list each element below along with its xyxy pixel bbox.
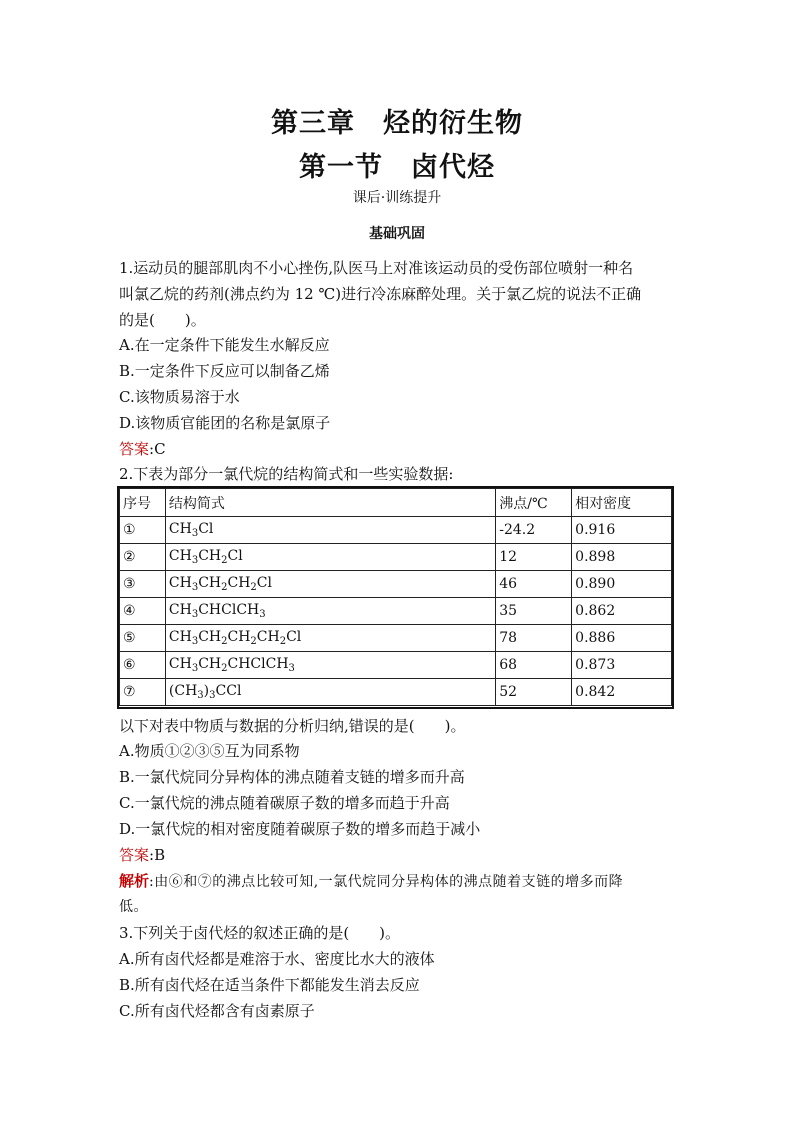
formula-subscript: 2 bbox=[221, 582, 228, 593]
q1-option-c: C.该物质易溶于水 bbox=[119, 388, 240, 406]
q2-option-d: D.一氯代烷的相对密度随着碳原子数的增多而趋于减小 bbox=[119, 820, 481, 838]
formula-text: (CH bbox=[168, 683, 198, 699]
explanation-text: :由⑥和⑦的沸点比较可知,一氯代烷同分异构体的沸点随着支链的增多而降 bbox=[149, 874, 624, 890]
q1-answer bbox=[119, 439, 166, 459]
q1-stem-line1: 1.运动员的腿部肌肉不小心挫伤,队医马上对准该运动员的受伤部位喷射一种名 bbox=[119, 259, 634, 277]
q2-option-a: A.物质①②③⑤互为同系物 bbox=[119, 742, 300, 760]
formula-text: CH bbox=[198, 656, 222, 672]
data-table bbox=[119, 488, 672, 706]
boiling-point: 52 bbox=[496, 679, 572, 706]
relative-density: 0.916 bbox=[572, 517, 672, 544]
formula-text: CH bbox=[168, 602, 192, 618]
answer-value: :C bbox=[149, 440, 166, 458]
formula-subscript: 3 bbox=[191, 609, 199, 620]
row-number: ⑥ bbox=[120, 652, 166, 679]
q1-stem-line3: 的是( )。 bbox=[119, 311, 206, 329]
formula-subscript: 3 bbox=[259, 609, 266, 620]
formula-subscript: 3 bbox=[288, 663, 295, 674]
section-title: 第一节 卤代烃 bbox=[299, 152, 495, 183]
section-label: 基础巩固 bbox=[369, 226, 425, 242]
formula-text: CH bbox=[168, 521, 192, 537]
formula-subscript: 3 bbox=[191, 582, 199, 593]
q3-option-a: A.所有卤代烃都是难溶于水、密度比水大的液体 bbox=[119, 950, 435, 968]
formula-subscript: 2 bbox=[250, 582, 257, 593]
row-number: ② bbox=[120, 544, 166, 571]
q1-stem-line2: 叫氯乙烷的药剂(沸点约为 12 ℃)进行冷冻麻醉处理。关于氯乙烷的说法不正确 bbox=[119, 285, 642, 303]
formula-text: CH bbox=[198, 548, 222, 564]
q2-answer bbox=[119, 845, 165, 865]
formula-subscript: 3 bbox=[191, 663, 199, 674]
formula-subscript: 2 bbox=[279, 636, 287, 647]
row-number: ③ bbox=[120, 571, 166, 598]
row-number: ⑦ bbox=[120, 679, 166, 706]
formula-subscript: 2 bbox=[221, 663, 228, 674]
row-number: ⑤ bbox=[120, 625, 166, 652]
relative-density: 0.842 bbox=[572, 679, 672, 706]
formula-text: Cl bbox=[198, 521, 214, 537]
formula-subscript: 3 bbox=[197, 690, 204, 701]
formula-text: CH bbox=[168, 656, 192, 672]
formula-subscript: 2 bbox=[250, 636, 257, 647]
table-row bbox=[120, 517, 672, 544]
relative-density: 0.873 bbox=[572, 652, 672, 679]
formula-subscript: 2 bbox=[221, 636, 228, 647]
column-header: 沸点/℃ bbox=[496, 489, 572, 517]
q1-option-b: B.一定条件下反应可以制备乙烯 bbox=[119, 362, 330, 380]
structural-formula bbox=[165, 598, 495, 625]
formula-text: CHClCH bbox=[198, 602, 260, 618]
formula-subscript: 3 bbox=[191, 555, 199, 566]
formula-subscript: 3 bbox=[209, 690, 216, 701]
q2-explanation-line1 bbox=[119, 871, 623, 892]
formula-text: CH bbox=[168, 629, 192, 645]
relative-density: 0.890 bbox=[572, 571, 672, 598]
q3-option-b: B.所有卤代烃在适当条件下都能发生消去反应 bbox=[119, 976, 420, 994]
structural-formula bbox=[165, 571, 495, 598]
boiling-point: 35 bbox=[496, 598, 572, 625]
table-row bbox=[120, 571, 672, 598]
formula-text: Cl bbox=[227, 548, 243, 564]
q2-explanation-line2: 低。 bbox=[119, 899, 148, 915]
chapter-title: 第三章 烃的衍生物 bbox=[271, 108, 523, 139]
answer-label: 答案 bbox=[119, 440, 150, 458]
table-header-row bbox=[120, 489, 672, 517]
row-number: ④ bbox=[120, 598, 166, 625]
formula-text: Cl bbox=[286, 629, 302, 645]
boiling-point: 68 bbox=[496, 652, 572, 679]
column-header: 相对密度 bbox=[572, 489, 672, 517]
formula-text: CH bbox=[198, 575, 222, 591]
table-row bbox=[120, 598, 672, 625]
table-row bbox=[120, 679, 672, 706]
structural-formula bbox=[165, 517, 495, 544]
subtitle: 课后·训练提升 bbox=[352, 190, 442, 206]
column-header: 序号 bbox=[120, 489, 166, 517]
q2-option-b: B.一氯代烷同分异构体的沸点随着支链的增多而升高 bbox=[119, 768, 465, 786]
q3-option-c: C.所有卤代烃都含有卤素原子 bbox=[119, 1002, 315, 1020]
structural-formula bbox=[165, 652, 495, 679]
q1-option-a: A.在一定条件下能发生水解反应 bbox=[119, 336, 330, 354]
boiling-point: 46 bbox=[496, 571, 572, 598]
table-row bbox=[120, 544, 672, 571]
formula-subscript: 3 bbox=[191, 636, 199, 647]
formula-text: CHClCH bbox=[227, 656, 289, 672]
relative-density: 0.862 bbox=[572, 598, 672, 625]
structural-formula bbox=[165, 679, 495, 706]
q2-stem: 2.下表为部分一氯代烷的结构简式和一些实验数据: bbox=[119, 465, 454, 483]
formula-text: Cl bbox=[256, 575, 272, 591]
explanation-label: 解析 bbox=[119, 872, 150, 890]
answer-label: 答案 bbox=[119, 846, 150, 864]
formula-subscript: 3 bbox=[191, 528, 199, 539]
formula-text: CCl bbox=[215, 683, 242, 699]
table-row bbox=[120, 652, 672, 679]
q3-stem: 3.下列关于卤代烃的叙述正确的是( )。 bbox=[119, 924, 401, 942]
formula-subscript: 2 bbox=[221, 555, 228, 566]
formula-text: CH bbox=[168, 548, 192, 564]
q2-option-c: C.一氯代烷的沸点随着碳原子数的增多而趋于升高 bbox=[119, 794, 450, 812]
formula-text: CH bbox=[227, 575, 251, 591]
structural-formula bbox=[165, 544, 495, 571]
column-header: 结构简式 bbox=[165, 489, 495, 517]
row-number: ① bbox=[120, 517, 166, 544]
formula-text: CH bbox=[227, 629, 251, 645]
boiling-point: -24.2 bbox=[496, 517, 572, 544]
table-row bbox=[120, 625, 672, 652]
structural-formula bbox=[165, 625, 495, 652]
formula-text: CH bbox=[198, 629, 222, 645]
formula-text: CH bbox=[256, 629, 280, 645]
boiling-point: 78 bbox=[496, 625, 572, 652]
formula-text: CH bbox=[168, 575, 192, 591]
relative-density: 0.886 bbox=[572, 625, 672, 652]
q2-question: 以下对表中物质与数据的分析归纳,错误的是( )。 bbox=[119, 717, 466, 735]
q1-option-d: D.该物质官能团的名称是氯原子 bbox=[119, 414, 331, 432]
boiling-point: 12 bbox=[496, 544, 572, 571]
relative-density: 0.898 bbox=[572, 544, 672, 571]
formula-text: ) bbox=[203, 683, 210, 699]
answer-value: :B bbox=[149, 846, 166, 864]
